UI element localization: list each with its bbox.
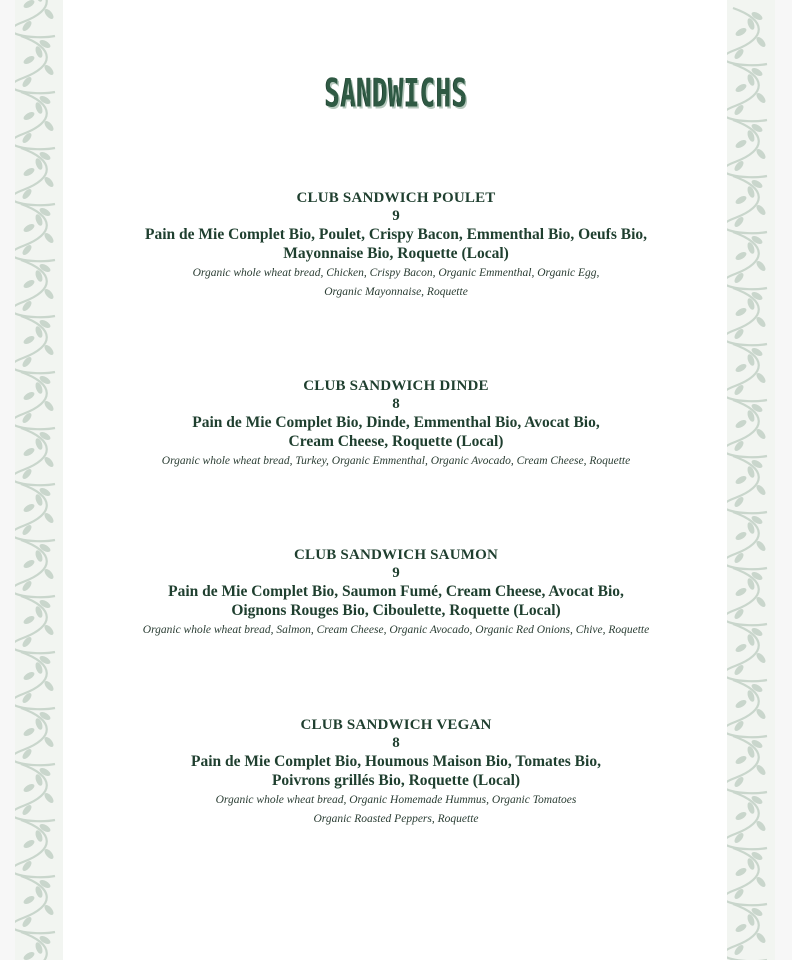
floral-border-left — [15, 0, 63, 960]
description-en-line: Organic whole wheat bread, Organic Homemade Hummus, Organic Tomatoes — [215, 794, 577, 806]
description-en-line: Organic Roasted Peppers, Roquette — [313, 813, 479, 825]
page-edge-left — [0, 0, 15, 960]
description-fr-line: Oignons Rouges Bio, Ciboulette, Roquette (Local) — [231, 602, 561, 619]
floral-border-right — [727, 0, 775, 960]
section-title-text: SANDWICHS — [324, 71, 468, 117]
item-description-en — [90, 621, 702, 640]
description-en-line: Organic Mayonnaise, Roquette — [324, 286, 468, 298]
item-price: 9 — [392, 208, 400, 224]
item-name: CLUB SANDWICH VEGAN — [300, 717, 492, 733]
item-description-fr — [90, 413, 702, 451]
description-en-line: Organic whole wheat bread, Chicken, Crispy Bacon, Organic Emmenthal, Organic Egg, — [192, 267, 600, 279]
description-fr-line: Pain de Mie Complet Bio, Dinde, Emmenthal Bio, Avocat Bio, — [192, 414, 600, 431]
item-description-en — [90, 791, 702, 829]
page-edge-right — [775, 0, 792, 960]
description-fr-line: Pain de Mie Complet Bio, Poulet, Crispy Bacon, Emmenthal Bio, Oeufs Bio, — [144, 226, 648, 243]
vine-pattern — [15, 0, 63, 960]
item-description-fr — [90, 752, 702, 790]
item-description-en — [90, 264, 702, 302]
item-price: 9 — [392, 565, 400, 581]
menu-item-poulet — [90, 189, 702, 302]
item-name: CLUB SANDWICH DINDE — [303, 378, 489, 394]
item-price: 8 — [392, 735, 400, 751]
menu-item-vegan — [90, 716, 702, 829]
description-fr-line: Pain de Mie Complet Bio, Saumon Fumé, Cream Cheese, Avocat Bio, — [168, 583, 624, 600]
vine-pattern — [727, 0, 775, 960]
description-en-line: Organic whole wheat bread, Turkey, Organic Emmenthal, Organic Avocado, Cream Cheese, Roquette — [161, 455, 631, 467]
menu-item-saumon — [90, 546, 702, 640]
menu-item-dinde — [90, 377, 702, 471]
description-en-line: Organic whole wheat bread, Salmon, Cream Cheese, Organic Avocado, Organic Red Onions, Chive, Roquette — [142, 624, 650, 636]
item-description-fr — [90, 582, 702, 620]
description-fr-line: Cream Cheese, Roquette (Local) — [288, 433, 504, 450]
item-name: CLUB SANDWICH POULET — [296, 190, 496, 206]
description-fr-line: Pain de Mie Complet Bio, Houmous Maison Bio, Tomates Bio, — [191, 753, 601, 770]
section-title — [0, 71, 792, 117]
description-fr-line: Poivrons grillés Bio, Roquette (Local) — [271, 772, 521, 789]
item-description-fr — [90, 225, 702, 263]
description-fr-line: Mayonnaise Bio, Roquette (Local) — [283, 245, 509, 262]
item-price: 8 — [392, 396, 400, 412]
item-name: CLUB SANDWICH SAUMON — [293, 547, 499, 563]
item-description-en — [90, 452, 702, 471]
